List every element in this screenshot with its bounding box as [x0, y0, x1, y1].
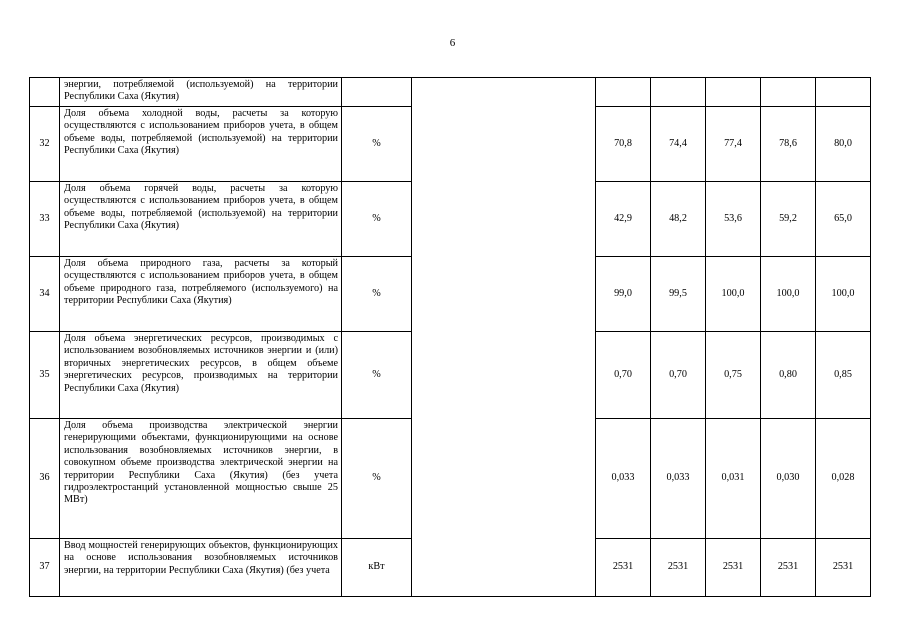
value-cell: 99,5	[651, 257, 706, 332]
value-cell: 0,75	[706, 332, 761, 419]
value-cell: 2531	[816, 539, 871, 597]
value-cell: 2531	[596, 539, 651, 597]
value-cell: 0,80	[761, 332, 816, 419]
value-cell: 100,0	[761, 257, 816, 332]
indicator-description: Ввод мощностей генерирующих объектов, функционирующих на основе использования возобновляемых источников энергии, на территории Республики Саха (Якутия) (без учета	[60, 539, 342, 597]
note-cell	[412, 78, 596, 597]
row-number: 34	[30, 257, 60, 332]
unit-cell: %	[342, 182, 412, 257]
row-number: 33	[30, 182, 60, 257]
row-number: 36	[30, 419, 60, 539]
value-cell: 99,0	[596, 257, 651, 332]
value-cell: 70,8	[596, 107, 651, 182]
indicator-description: Доля объема горячей воды, расчеты за которую осуществляются с использованием приборов учета, в общем объеме воды, потребляемой (используемой) на территории Республики Саха (Якутия)	[60, 182, 342, 257]
value-cell: 78,6	[761, 107, 816, 182]
value-cell: 65,0	[816, 182, 871, 257]
value-cell: 2531	[706, 539, 761, 597]
row-number	[30, 78, 60, 107]
value-cell	[706, 78, 761, 107]
value-cell: 74,4	[651, 107, 706, 182]
value-cell: 100,0	[816, 257, 871, 332]
value-cell: 100,0	[706, 257, 761, 332]
value-cell: 0,028	[816, 419, 871, 539]
unit-cell: %	[342, 419, 412, 539]
indicator-description: Доля объема природного газа, расчеты за который осуществляются с использованием приборов учета, в общем объеме природного газа, потребляемого (используемого) на территории Республики Саха (Якутия)	[60, 257, 342, 332]
indicators-table	[29, 77, 871, 597]
unit-cell: %	[342, 107, 412, 182]
value-cell: 48,2	[651, 182, 706, 257]
table-row	[30, 78, 871, 107]
value-cell: 0,70	[596, 332, 651, 419]
value-cell: 0,70	[651, 332, 706, 419]
indicator-description: Доля объема холодной воды, расчеты за которую осуществляются с использованием приборов учета, в общем объеме воды, потребляемой (используемой) на территории Республики Саха (Якутия)	[60, 107, 342, 182]
value-cell: 59,2	[761, 182, 816, 257]
indicator-description: Доля объема производства электрической энергии генерирующими объектами, функционирующими на основе использования возобновляемых источников энергии, в совокупном объеме производства электрической энергии на территории Республики Саха (Якутия) (без учета гидроэлектростанций установленной мощностью свыше 25 МВт)	[60, 419, 342, 539]
value-cell: 0,85	[816, 332, 871, 419]
value-cell: 0,030	[761, 419, 816, 539]
indicator-description: Доля объема энергетических ресурсов, производимых с использованием возобновляемых источников энергии и (или) вторичных энергетических ресурсов, в общем объеме энергетических ресурсов, производимых на территории Республики Саха (Якутия)	[60, 332, 342, 419]
value-cell	[651, 78, 706, 107]
value-cell: 80,0	[816, 107, 871, 182]
indicator-description: энергии, потребляемой (используемой) на территории Республики Саха (Якутия)	[60, 78, 342, 107]
value-cell: 53,6	[706, 182, 761, 257]
value-cell: 0,033	[596, 419, 651, 539]
value-cell: 0,031	[706, 419, 761, 539]
value-cell	[596, 78, 651, 107]
row-number: 32	[30, 107, 60, 182]
page-number: 6	[449, 37, 456, 49]
unit-cell	[342, 78, 412, 107]
unit-cell: кВт	[342, 539, 412, 597]
row-number: 37	[30, 539, 60, 597]
value-cell: 2531	[761, 539, 816, 597]
value-cell: 0,033	[651, 419, 706, 539]
unit-cell: %	[342, 332, 412, 419]
value-cell: 2531	[651, 539, 706, 597]
unit-cell: %	[342, 257, 412, 332]
value-cell	[816, 78, 871, 107]
value-cell: 42,9	[596, 182, 651, 257]
value-cell: 77,4	[706, 107, 761, 182]
value-cell	[761, 78, 816, 107]
row-number: 35	[30, 332, 60, 419]
